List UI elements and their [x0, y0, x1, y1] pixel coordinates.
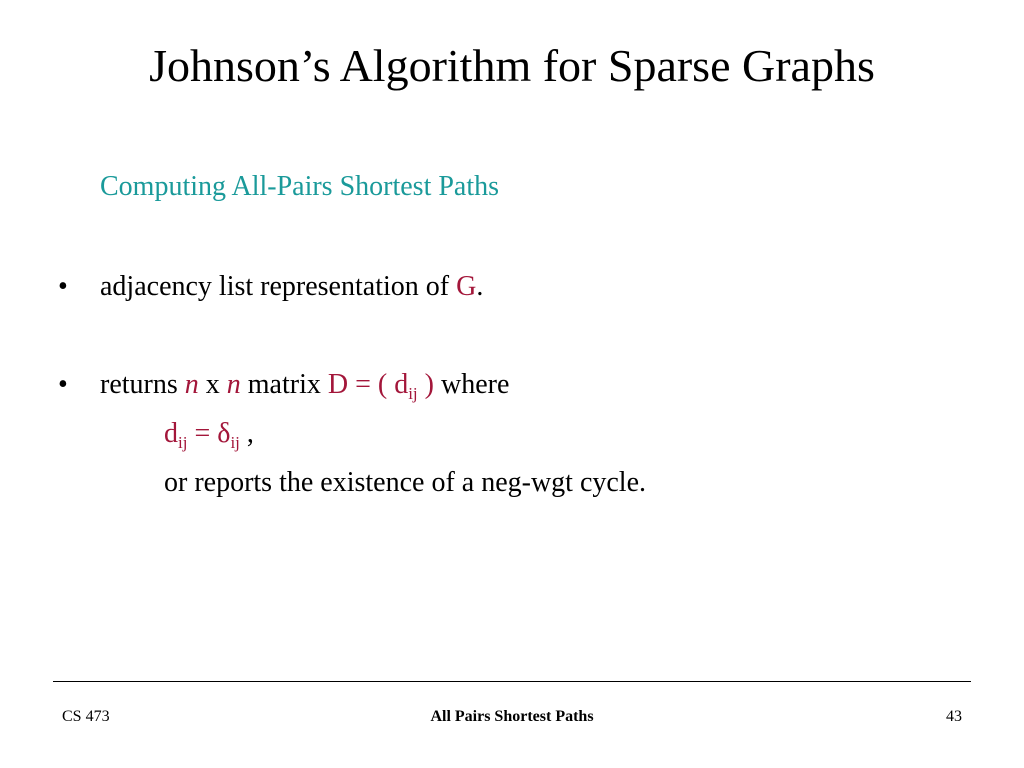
footer-page-number: 43	[946, 708, 962, 725]
where-text: where	[433, 369, 510, 400]
slide-subtitle: Computing All-Pairs Shortest Paths	[100, 171, 500, 202]
neg-cycle-line: or reports the existence of a neg-wgt cycle.	[164, 467, 647, 498]
formula-equals-delta: = δ	[187, 418, 231, 449]
slide-title: Johnson’s Algorithm for Sparse Graphs	[149, 40, 875, 91]
footer-divider	[53, 681, 971, 682]
n-symbol: n	[226, 369, 241, 400]
formula-comma: ,	[239, 418, 254, 449]
formula-line	[164, 416, 254, 452]
times-text: x	[198, 369, 227, 400]
bullet-text: adjacency list representation of	[100, 271, 457, 302]
formula-delta-subscript: ij	[230, 433, 240, 452]
footer-topic: All Pairs Shortest Paths	[430, 708, 594, 725]
bullet-item-adjacency	[100, 269, 483, 305]
n-symbol: n	[184, 369, 199, 400]
bullet-marker: •	[58, 271, 68, 302]
bullet-item-returns	[100, 367, 509, 403]
graph-symbol: G	[456, 271, 477, 302]
matrix-text: matrix	[240, 369, 328, 400]
matrix-d-subscript: ij	[408, 384, 418, 403]
matrix-d-close: )	[417, 369, 434, 400]
returns-text: returns	[100, 369, 185, 400]
formula-d: d	[164, 418, 178, 449]
bullet-end: .	[476, 271, 484, 302]
formula-d-subscript: ij	[178, 433, 188, 452]
footer-course: CS 473	[62, 708, 110, 725]
matrix-definition	[327, 369, 434, 403]
bullet-marker: •	[58, 369, 68, 400]
matrix-d-open: D = ( d	[327, 369, 409, 400]
